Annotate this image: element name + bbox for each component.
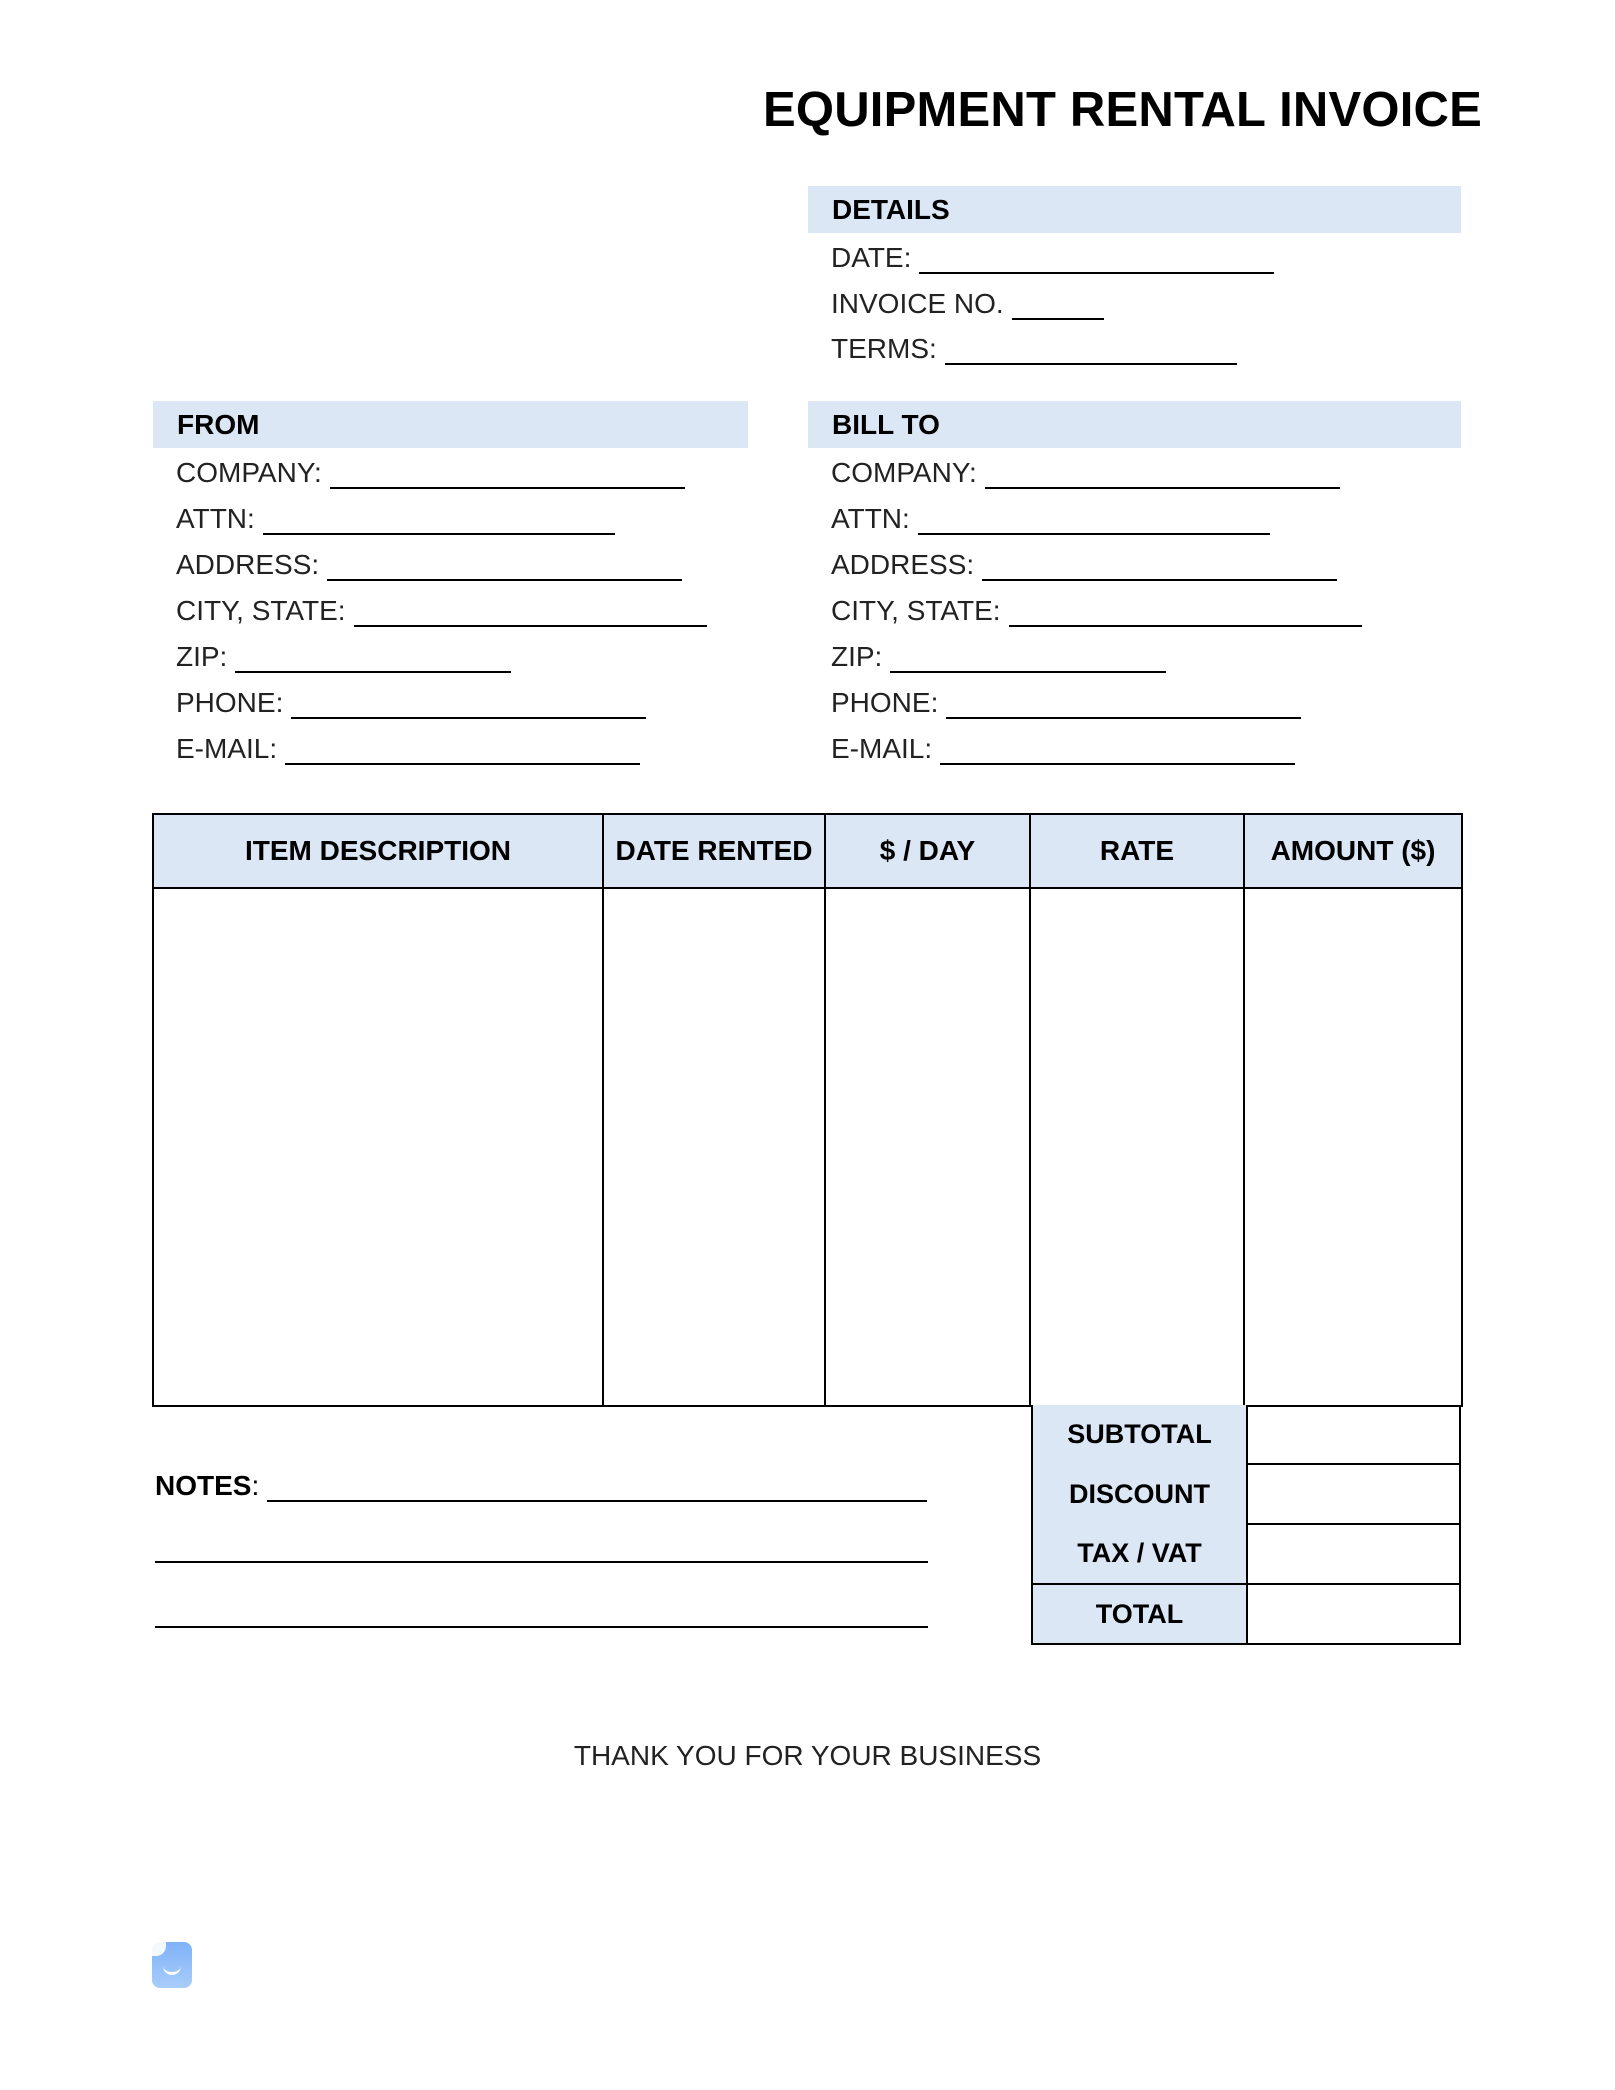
bill-to-city-state-field[interactable]: [831, 587, 1362, 627]
from-attn-field[interactable]: [176, 495, 615, 535]
from-zip-label: ZIP:: [176, 641, 228, 672]
from-zip-line[interactable]: [235, 643, 511, 673]
total-label: TOTAL: [1032, 1584, 1247, 1644]
subtotal-row: [1032, 1405, 1460, 1464]
from-company-line[interactable]: [330, 459, 685, 489]
notes-line-3[interactable]: [155, 1626, 928, 1628]
date-input-line[interactable]: [919, 244, 1274, 274]
subtotal-value[interactable]: [1247, 1405, 1460, 1464]
bill-to-address-line[interactable]: [982, 551, 1337, 581]
date-rented-cell[interactable]: [603, 888, 825, 1406]
col-per-day: $ / DAY: [825, 814, 1030, 888]
items-body-row: [153, 888, 1462, 1406]
bill-to-company-field[interactable]: [831, 449, 1340, 489]
from-email-label: E-MAIL:: [176, 733, 278, 764]
invoice-no-field[interactable]: [831, 280, 1104, 320]
from-attn-label: ATTN:: [176, 503, 255, 534]
details-header: DETAILS: [808, 186, 1461, 233]
from-address-label: ADDRESS:: [176, 549, 320, 580]
from-phone-label: PHONE:: [176, 687, 284, 718]
bill-to-address-label: ADDRESS:: [831, 549, 975, 580]
document-smile-icon: [152, 1942, 192, 1988]
items-header-row: [153, 814, 1462, 888]
from-address-line[interactable]: [327, 551, 682, 581]
col-item-description: ITEM DESCRIPTION: [153, 814, 603, 888]
bill-to-attn-line[interactable]: [918, 505, 1270, 535]
from-city-state-field[interactable]: [176, 587, 707, 627]
total-value[interactable]: [1247, 1584, 1460, 1644]
per-day-cell[interactable]: [825, 888, 1030, 1406]
logo-fold: [152, 1942, 166, 1956]
notes-colon: :: [251, 1470, 260, 1501]
from-company-label: COMPANY:: [176, 457, 322, 488]
bill-to-zip-field[interactable]: [831, 633, 1166, 673]
bill-to-city-state-line[interactable]: [1009, 597, 1362, 627]
from-zip-field[interactable]: [176, 633, 511, 673]
notes-field[interactable]: [155, 1462, 927, 1502]
totals-table: [1031, 1405, 1461, 1645]
bill-to-attn-label: ATTN:: [831, 503, 910, 534]
tax-row: [1032, 1524, 1460, 1584]
col-rate: RATE: [1030, 814, 1244, 888]
invoice-no-input-line[interactable]: [1012, 290, 1104, 320]
discount-value[interactable]: [1247, 1464, 1460, 1524]
total-row: [1032, 1584, 1460, 1644]
from-company-field[interactable]: [176, 449, 685, 489]
bill-to-email-line[interactable]: [940, 735, 1295, 765]
bill-to-zip-line[interactable]: [890, 643, 1166, 673]
from-email-field[interactable]: [176, 725, 640, 765]
logo-smile: [163, 1962, 181, 1975]
bill-to-zip-label: ZIP:: [831, 641, 883, 672]
discount-label: DISCOUNT: [1032, 1464, 1247, 1524]
notes-line-2[interactable]: [155, 1561, 928, 1563]
tax-label: TAX / VAT: [1032, 1524, 1247, 1584]
bill-to-city-state-label: CITY, STATE:: [831, 595, 1001, 626]
notes-label: NOTES: [155, 1470, 252, 1501]
bill-to-phone-label: PHONE:: [831, 687, 939, 718]
from-phone-field[interactable]: [176, 679, 646, 719]
tax-value[interactable]: [1247, 1524, 1460, 1584]
invoice-no-label: INVOICE NO.: [831, 288, 1004, 319]
bill-to-email-label: E-MAIL:: [831, 733, 933, 764]
bill-to-company-line[interactable]: [985, 459, 1340, 489]
from-address-field[interactable]: [176, 541, 682, 581]
bill-to-company-label: COMPANY:: [831, 457, 977, 488]
terms-field[interactable]: [831, 325, 1237, 365]
item-description-cell[interactable]: [153, 888, 603, 1406]
date-label: DATE:: [831, 242, 912, 273]
col-date-rented: DATE RENTED: [603, 814, 825, 888]
bill-to-header: BILL TO: [808, 401, 1461, 448]
bill-to-email-field[interactable]: [831, 725, 1295, 765]
bill-to-phone-field[interactable]: [831, 679, 1301, 719]
from-city-state-label: CITY, STATE:: [176, 595, 346, 626]
discount-row: [1032, 1464, 1460, 1524]
bill-to-address-field[interactable]: [831, 541, 1337, 581]
notes-line-1[interactable]: [267, 1472, 927, 1502]
terms-input-line[interactable]: [945, 335, 1237, 365]
from-header: FROM: [153, 401, 748, 448]
date-field[interactable]: [831, 234, 1274, 274]
bill-to-attn-field[interactable]: [831, 495, 1270, 535]
from-phone-line[interactable]: [291, 689, 646, 719]
subtotal-label: SUBTOTAL: [1032, 1405, 1247, 1464]
rate-cell[interactable]: [1030, 888, 1244, 1406]
bill-to-phone-line[interactable]: [946, 689, 1301, 719]
thank-you-message: THANK YOU FOR YOUR BUSINESS: [573, 1740, 1042, 1771]
amount-cell[interactable]: [1244, 888, 1462, 1406]
col-amount: AMOUNT ($): [1244, 814, 1462, 888]
items-table: [152, 813, 1463, 1407]
from-city-state-line[interactable]: [354, 597, 707, 627]
terms-label: TERMS:: [831, 333, 937, 364]
invoice-title: EQUIPMENT RENTAL INVOICE: [763, 83, 1482, 137]
from-email-line[interactable]: [285, 735, 640, 765]
from-attn-line[interactable]: [263, 505, 615, 535]
